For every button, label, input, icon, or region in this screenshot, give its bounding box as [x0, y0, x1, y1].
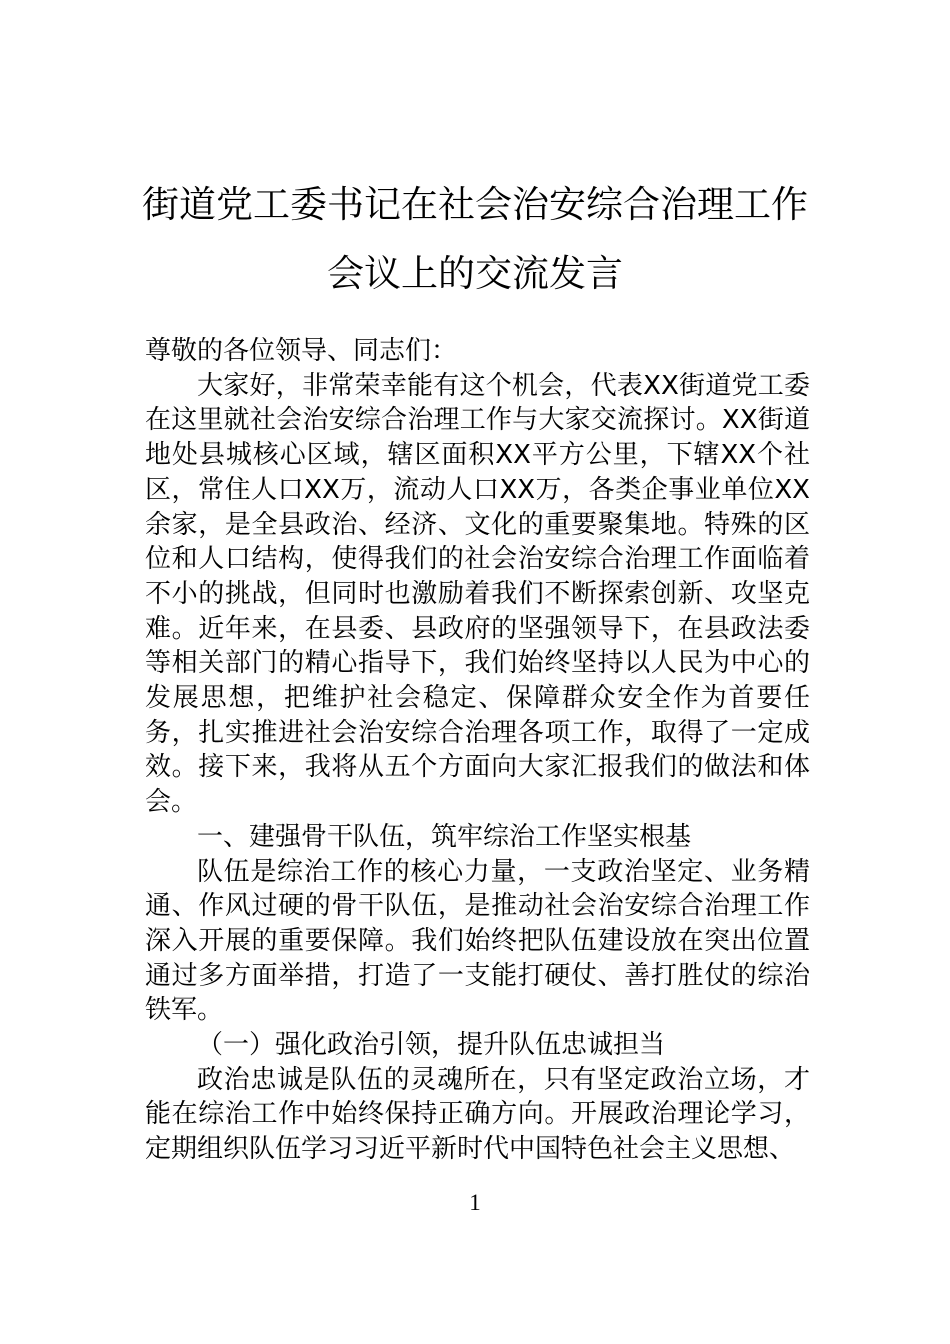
paragraph-intro: 大家好，非常荣幸能有这个机会，代表XX街道党工委在这里就社会治安综合治理工作与大家交流探讨。XX街道地处县城核心区域，辖区面积XX平方公里，下辖XX个社区，常住人口XX万，流动人口XX万，各类企事业单位XX余家，是全县政治、经济、文化的重要聚集地。特殊的区位和人口结构，使得我们的社会治安综合治理工作面临着不小的挑战，但同时也激励着我们不断探索创新、攻坚克难。近年来，在县委、县政府的坚强领导下，在县政法委等相关部门的精心指导下，我们始终坚持以人民为中心的发展思想，把维护社会稳定、保障群众安全作为首要任务，扎实推进社会治安综合治理各项工作，取得了一定成效。接下来，我将从五个方面向大家汇报我们的做法和体会。 — [145, 370, 810, 818]
paragraph-team: 队伍是综治工作的核心力量，一支政治坚定、业务精通、作风过硬的骨干队伍，是推动社会治安综合治理工作深入开展的重要保障。我们始终把队伍建设放在突出位置通过多方面举措，打造了一支能打硬仗、善打胜仗的综治铁军。 — [145, 856, 810, 1026]
document-body — [145, 334, 810, 1167]
section-heading-1: 一、建强骨干队伍，筑牢综治工作坚实根基 — [197, 821, 692, 852]
document-title-line-1: 街道党工委书记在社会治安综合治理工作 — [142, 183, 808, 226]
page-number: 1 — [469, 1190, 481, 1215]
salutation: 尊敬的各位领导、同志们： — [145, 336, 458, 366]
document-title-line-2: 会议上的交流发言 — [327, 252, 623, 295]
paragraph-political: 政治忠诚是队伍的灵魂所在，只有坚定政治立场，才能在综治工作中始终保持正确方向。开展政治理论学习，定期组织队伍学习习近平新时代中国特色社会主义思想、 — [145, 1064, 810, 1165]
subsection-heading-1: （一）强化政治引领，提升队伍忠诚担当 — [197, 1030, 666, 1061]
